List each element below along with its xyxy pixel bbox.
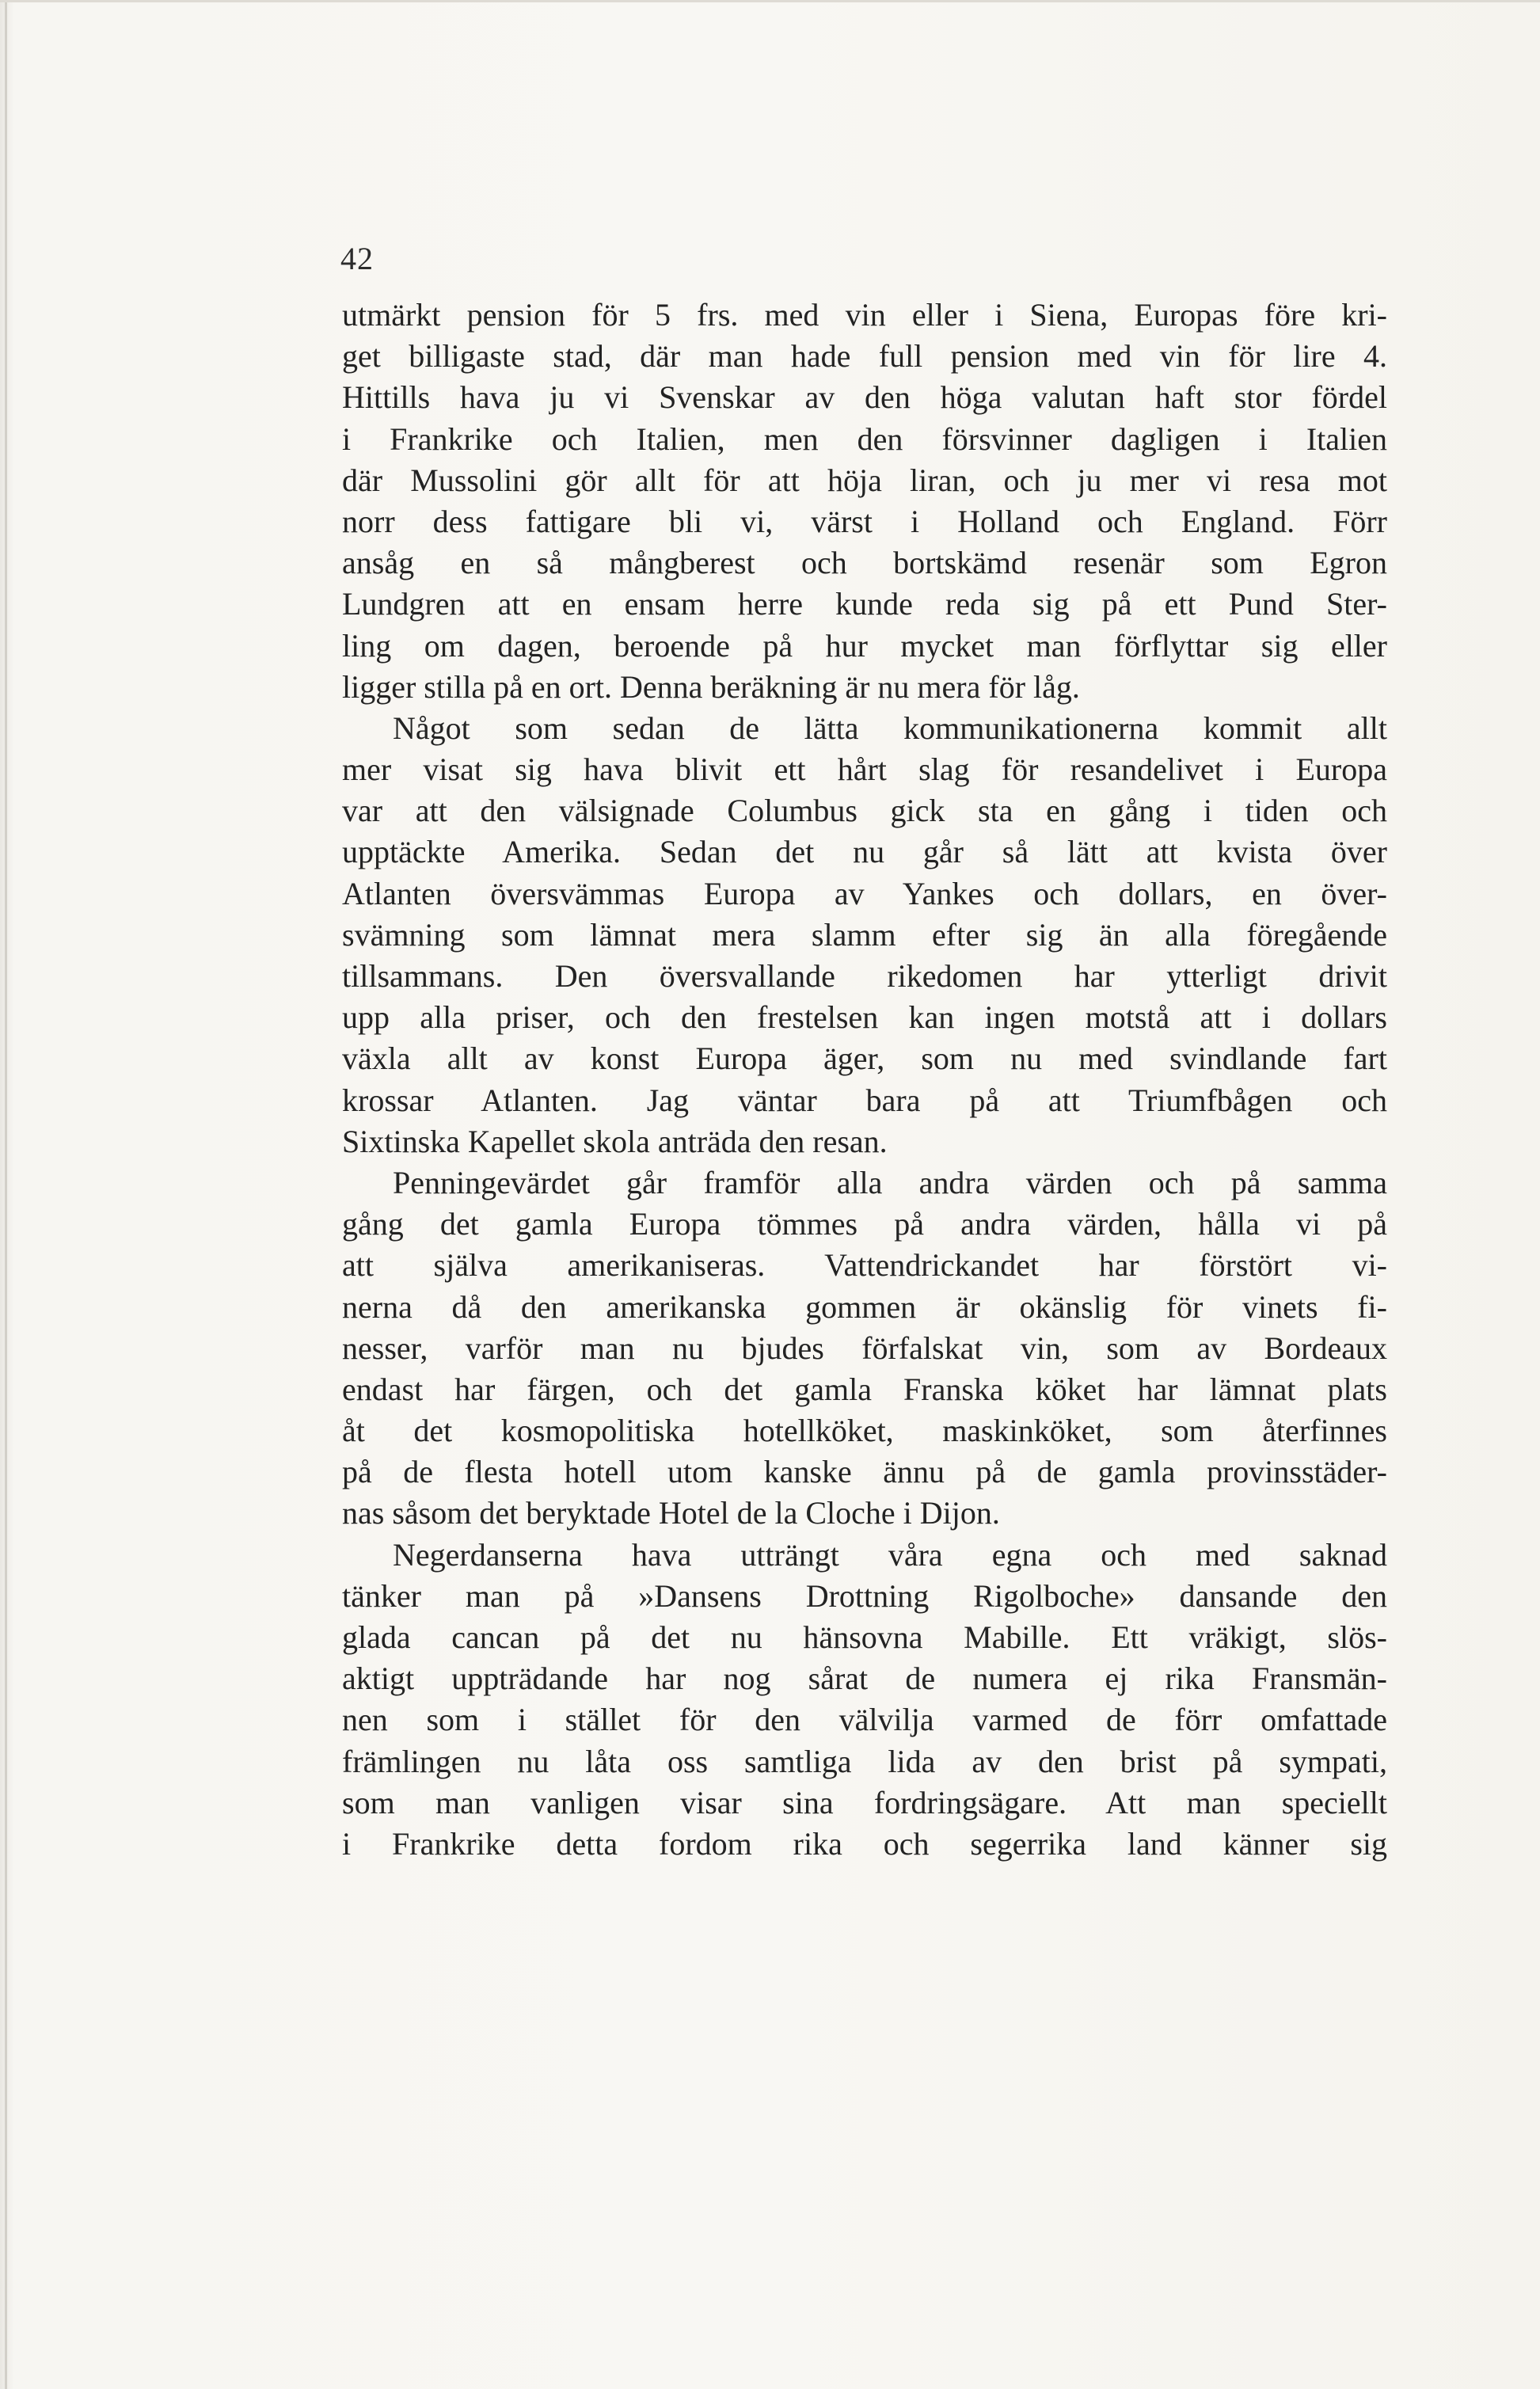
text-line: upptäckte Amerika. Sedan det nu går så lätt att kvista över	[342, 834, 1387, 870]
text-line: endast har färgen, och det gamla Franska köket har lämnat plats	[342, 1371, 1387, 1407]
text-line: var att den välsignade Columbus gick sta en gång i tiden och	[342, 793, 1387, 829]
text-line: nen som i stället för den välvilja varmed de förr omfattade	[342, 1702, 1387, 1738]
text-line: att själva amerikaniseras. Vattendrickandet har förstört vi-	[342, 1247, 1387, 1284]
page-top-edge	[0, 0, 1540, 2]
text-line: där Mussolini gör allt för att höja liran, och ju mer vi resa mot	[342, 462, 1387, 498]
text-line: främlingen nu låta oss samtliga lida av den brist på sympati,	[342, 1743, 1387, 1779]
text-line: Penningevärdet går framför alla andra värden och på samma	[393, 1164, 1387, 1200]
text-line: på de flesta hotell utom kanske ännu på de gamla provinsstäder-	[342, 1454, 1387, 1490]
text-line: i Frankrike detta fordom rika och segerrika land känner sig	[342, 1825, 1387, 1862]
body-text	[342, 295, 1387, 1865]
text-line: Negerdanserna hava utträngt våra egna och med saknad	[393, 1536, 1387, 1573]
text-line: upp alla priser, och den frestelsen kan ingen motstå att i dollars	[342, 999, 1387, 1036]
text-line: get billigaste stad, där man hade full pension med vin för lire 4.	[342, 338, 1387, 375]
text-line: ansåg en så mångberest och bortskämd resenär som Egron	[342, 545, 1387, 581]
text-line: tillsammans. Den översvallande rikedomen har ytterligt drivit	[342, 958, 1387, 994]
text-line: aktigt uppträdande har nog sårat de numera ej rika Fransmän-	[342, 1661, 1387, 1697]
page-left-edge	[5, 0, 7, 2389]
text-line: åt det kosmopolitiska hotellköket, maskinköket, som återfinnes	[342, 1413, 1387, 1449]
text-line: glada cancan på det nu hänsovna Mabille. Ett vräkigt, slös-	[342, 1619, 1387, 1655]
text-line: nerna då den amerikanska gommen är okänslig för vinets fi-	[342, 1288, 1387, 1325]
text-line: Lundgren att en ensam herre kunde reda sig på ett Pund Ster-	[342, 586, 1387, 622]
text-line: som man vanligen visar sina fordringsägare. Att man speciellt	[342, 1784, 1387, 1820]
text-line: tänker man på »Dansens Drottning Rigolboche» dansande den	[342, 1577, 1387, 1614]
text-line: växla allt av konst Europa äger, som nu med svindlande fart	[342, 1040, 1387, 1077]
text-line: nesser, varför man nu bjudes förfalskat vin, som av Bordeaux	[342, 1330, 1387, 1366]
text-line: svämning som lämnat mera slamm efter sig än alla föregående	[342, 916, 1387, 953]
text-line: Något som sedan de lätta kommunikationerna kommit allt	[393, 709, 1387, 746]
text-line: norr dess fattigare bli vi, värst i Holland och England. Förr	[342, 503, 1387, 539]
text-line: i Frankrike och Italien, men den försvinner dagligen i Italien	[342, 420, 1387, 457]
text-line: mer visat sig hava blivit ett hårt slag för resandelivet i Europa	[342, 751, 1387, 788]
text-line: nas såsom det beryktade Hotel de la Cloche i Dijon.	[342, 1495, 1000, 1531]
text-line: Atlanten översvämmas Europa av Yankes och dollars, en över-	[342, 875, 1387, 911]
text-line: Hittills hava ju vi Svenskar av den höga valutan haft stor fördel	[342, 379, 1387, 416]
text-line: utmärkt pension för 5 frs. med vin eller i Siena, Europas före kri-	[342, 297, 1387, 333]
page-number: 42	[340, 241, 374, 276]
text-line: ling om dagen, beroende på hur mycket man förflyttar sig eller	[342, 627, 1387, 664]
text-line: Sixtinska Kapellet skola anträda den resan.	[342, 1123, 888, 1159]
text-line: ligger stilla på en ort. Denna beräkning är nu mera för låg.	[342, 668, 1080, 705]
text-line: krossar Atlanten. Jag väntar bara på att Triumfbågen och	[342, 1082, 1387, 1118]
text-line: gång det gamla Europa tömmes på andra värden, hålla vi på	[342, 1206, 1387, 1242]
